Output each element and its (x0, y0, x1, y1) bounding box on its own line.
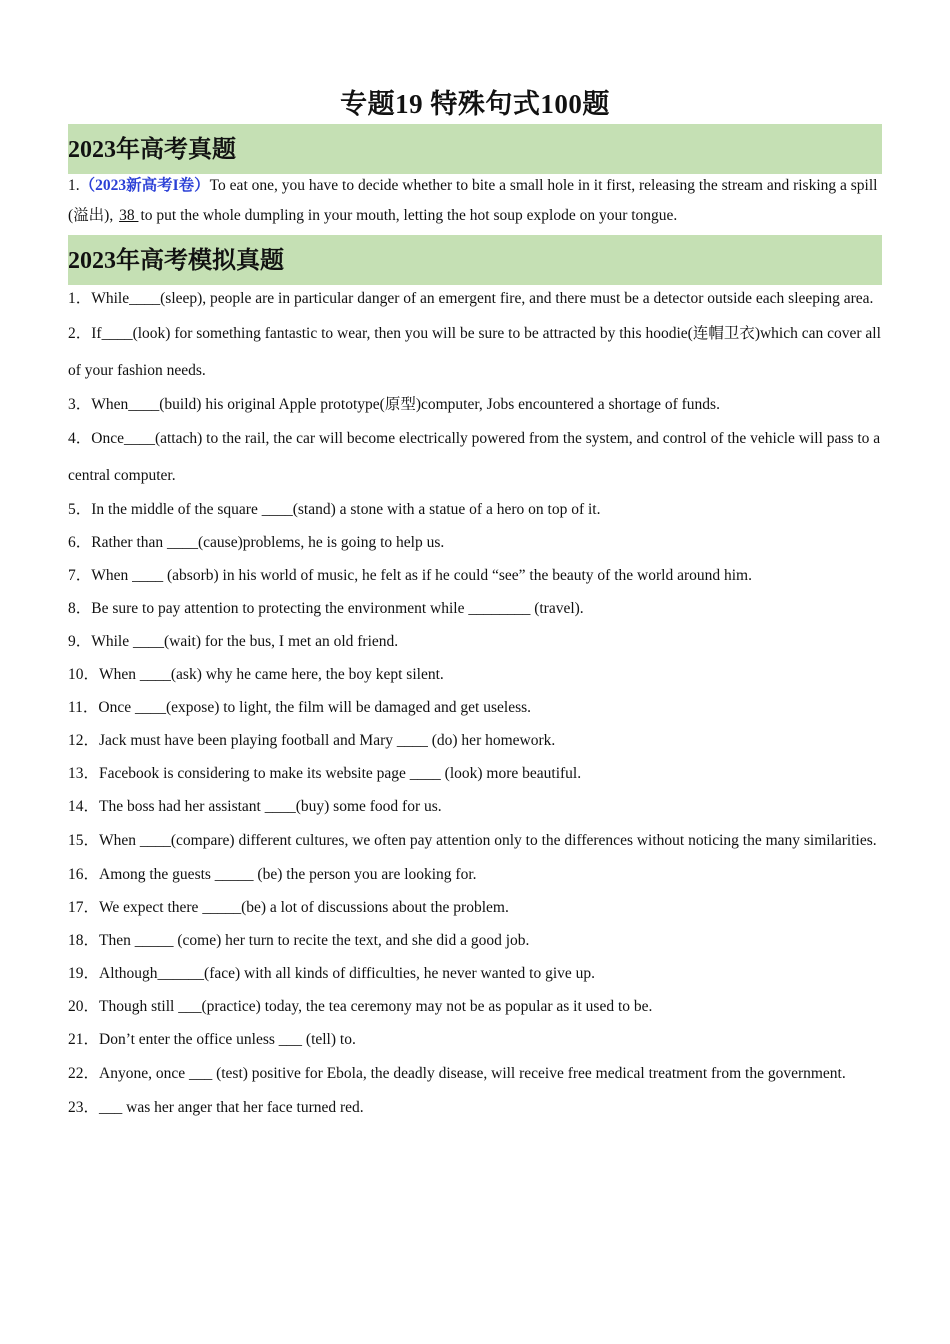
question-item: 4．Once____(attach) to the rail, the car will become electrically powered from the system, and control of the vehicle will pass to a central computer. (68, 430, 881, 484)
question-item: 5．In the middle of the square ____(stand) a stone with a statue of a hero on top of it. (68, 501, 601, 518)
question-item: 6．Rather than ____(cause)problems, he is going to help us. (68, 534, 445, 551)
question-item: 12．Jack must have been playing football and Mary ____ (do) her homework. (68, 732, 556, 749)
question-item: 13．Facebook is considering to make its website page ____ (look) more beautiful. (68, 765, 582, 782)
question-item: 2．If____(look) for something fantastic to wear, then you will be sure to be attracted by this hoodie(连帽卫衣)which can cover all of your fashion needs. (68, 325, 881, 379)
question-item: 10．When ____(ask) why he came here, the boy kept silent. (68, 666, 444, 683)
question-list (68, 280, 882, 1123)
section-header-mock-exam (68, 235, 882, 285)
question-item: 23．___ was her anger that her face turned red. (68, 1099, 364, 1116)
question-item: 1．While____(sleep), people are in particular danger of an emergent fire, and there must be a detector outside each sleeping area. (68, 290, 874, 307)
question-item: 20．Though still ___(practice) today, the tea ceremony may not be as popular as it used to be. (68, 998, 653, 1015)
question-item: 21．Don’t enter the office unless ___ (tell) to. (68, 1031, 356, 1048)
question-item: 8．Be sure to pay attention to protecting the environment while ________ (travel). (68, 600, 584, 617)
real-exam-question (68, 171, 882, 231)
question-item: 14．The boss had her assistant ____(buy) some food for us. (68, 798, 442, 815)
question-item: 7．When ____ (absorb) in his world of music, he felt as if he could “see” the beauty of the world around him. (68, 567, 752, 584)
question-source: （2023新高考I卷） (79, 177, 210, 194)
question-item: 17．We expect there _____(be) a lot of discussions about the problem. (68, 899, 509, 916)
question-item: 16．Among the guests _____ (be) the person you are looking for. (68, 866, 477, 883)
question-item: 22．Anyone, once ___ (test) positive for Ebola, the deadly disease, will receive free medical treatment from the government. (68, 1065, 846, 1082)
question-text-before: To eat one, you have to decide whether to bite a small hole in it first, releasing the stream and risking a spill (溢出), (68, 177, 878, 224)
question-item: 3．When____(build) his original Apple prototype(原型)computer, Jobs encountered a shortage of funds. (68, 396, 720, 413)
section-heading: 2023年高考真题 (68, 137, 236, 163)
question-item: 15．When ____(compare) different cultures, we often pay attention only to the differences without noticing the many similarities. (68, 832, 877, 849)
page-title: 专题19 特殊句式100题 (340, 89, 610, 119)
question-item: 9．While ____(wait) for the bus, I met an old friend. (68, 633, 399, 650)
question-item: 19．Although______(face) with all kinds of difficulties, he never wanted to give up. (68, 965, 596, 982)
question-text-after: to put the whole dumpling in your mouth, letting the hot soup explode on your tongue. (140, 207, 678, 224)
question-item: 11．Once ____(expose) to light, the film will be damaged and get useless. (68, 699, 532, 716)
question-item: 18．Then _____ (come) her turn to recite the text, and she did a good job. (68, 932, 530, 949)
section-heading: 2023年高考模拟真题 (68, 248, 284, 274)
section-header-real-exam (68, 124, 882, 174)
answer-blank: 38 (119, 207, 139, 224)
question-number: 1. (68, 177, 80, 194)
